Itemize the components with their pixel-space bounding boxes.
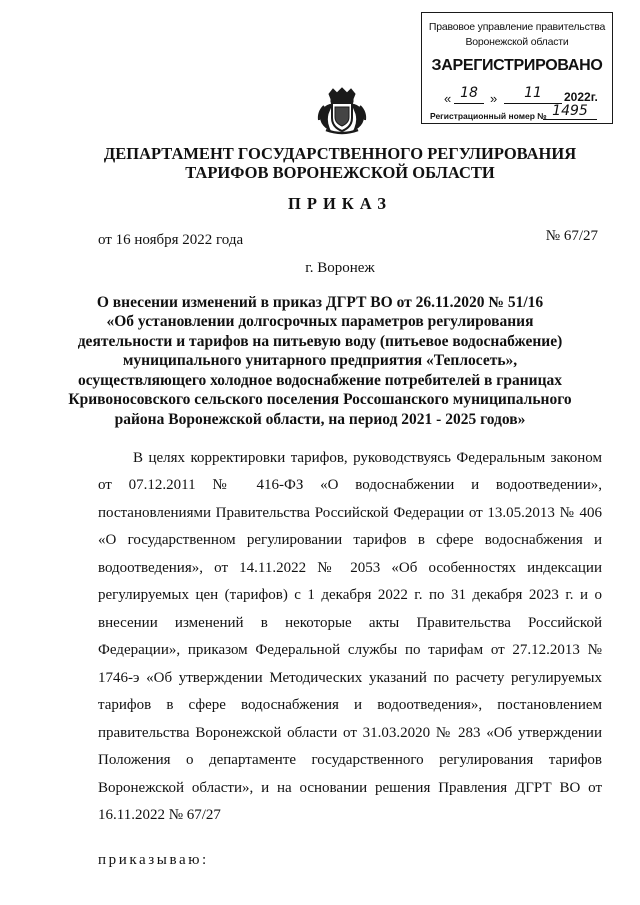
stamp-quote-close: » — [490, 91, 498, 106]
stamp-reg-number-label: Регистрационный номер № — [430, 111, 547, 121]
stamp-month: 11 — [504, 85, 562, 104]
subject-line: района Воронежской области, на период 2021 - 2025 годов» — [114, 411, 526, 428]
subject-line: деятельности и тарифов на питьевую воду (питьевое водоснабжение) — [77, 333, 563, 350]
coat-of-arms-icon — [316, 86, 368, 136]
order-title: ПРИКАЗ — [288, 194, 392, 213]
body-line: Федерации», приказом Федеральной службы по тарифам от 27.12.2013 № — [98, 642, 602, 658]
order-date: от 16 ноября 2022 года — [98, 232, 244, 248]
body-line: тарифов в сфере водоснабжения и водоотведения», постановлением — [98, 697, 602, 713]
stamp-reg-number — [430, 103, 588, 121]
stamp-registered-label: ЗАРЕГИСТРИРОВАНО — [431, 57, 603, 74]
body-line: от 07.12.2011 № 416-ФЗ «О водоснабжении и водоотведении», — [98, 477, 602, 493]
body-line: 16.11.2022 № 67/27 — [98, 807, 221, 823]
body-line: водоотведения», от 14.11.2022 № 2053 «Об особенностях индексации — [98, 560, 602, 576]
body-line: Положения о департаменте государственного регулирования тарифов — [98, 752, 602, 768]
body-line: постановлениями Правительства Российской Федерации от 13.05.2013 № 406 — [98, 505, 602, 521]
stamp-reg-number-value: 1495 — [543, 103, 597, 120]
subject-line: О внесении изменений в приказ ДГРТ ВО от 26.11.2020 № 51/16 — [96, 294, 544, 311]
body-line: внесении изменений в некоторые акты Правительства Российской — [98, 615, 602, 631]
body-line: Воронежской области», и на основании решения Правления ДГРТ ВО от — [98, 780, 602, 796]
body-line: 1746-э «Об утверждении Методических указаний по расчету регулируемых — [98, 670, 602, 686]
body-line: «О государственном регулировании тарифов в сфере водоснабжения и — [98, 532, 602, 548]
department-name-line2: ТАРИФОВ ВОРОНЕЖСКОЙ ОБЛАСТИ — [185, 163, 495, 182]
body-line: В целях корректировки тарифов, руководствуясь Федеральным законом — [133, 450, 602, 466]
subject-line: осуществляющего холодное водоснабжение потребителей в границах — [77, 372, 563, 389]
subject-line: муниципального унитарного предприятия «Теплосеть», — [122, 352, 518, 369]
stamp-authority-line2: Воронежской области — [465, 36, 569, 48]
stamp-quote-open: « — [444, 91, 452, 106]
subject-line: Кривоносовского сельского поселения Россошанского муниципального — [68, 391, 572, 408]
order-number: № 67/27 — [545, 228, 598, 244]
body-line: правительства Воронежской области от 31.03.2020 № 283 «Об утверждении — [98, 725, 602, 741]
stamp-day: 18 — [454, 85, 484, 104]
order-verb: приказываю: — [98, 852, 209, 868]
stamp-year: 2022г. — [564, 90, 598, 104]
subject-line: «Об установлении долгосрочных параметров регулирования — [106, 313, 534, 330]
order-city: г. Воронеж — [305, 260, 375, 276]
department-name-line1: ДЕПАРТАМЕНТ ГОСУДАРСТВЕННОГО РЕГУЛИРОВАНИЯ — [103, 144, 577, 163]
registration-stamp — [421, 12, 613, 124]
stamp-authority-line1: Правовое управление правительства — [428, 21, 606, 33]
body-line: регулируемых цен (тарифов) с 1 декабря 2022 г. по 31 декабря 2023 г. и о — [98, 587, 602, 603]
